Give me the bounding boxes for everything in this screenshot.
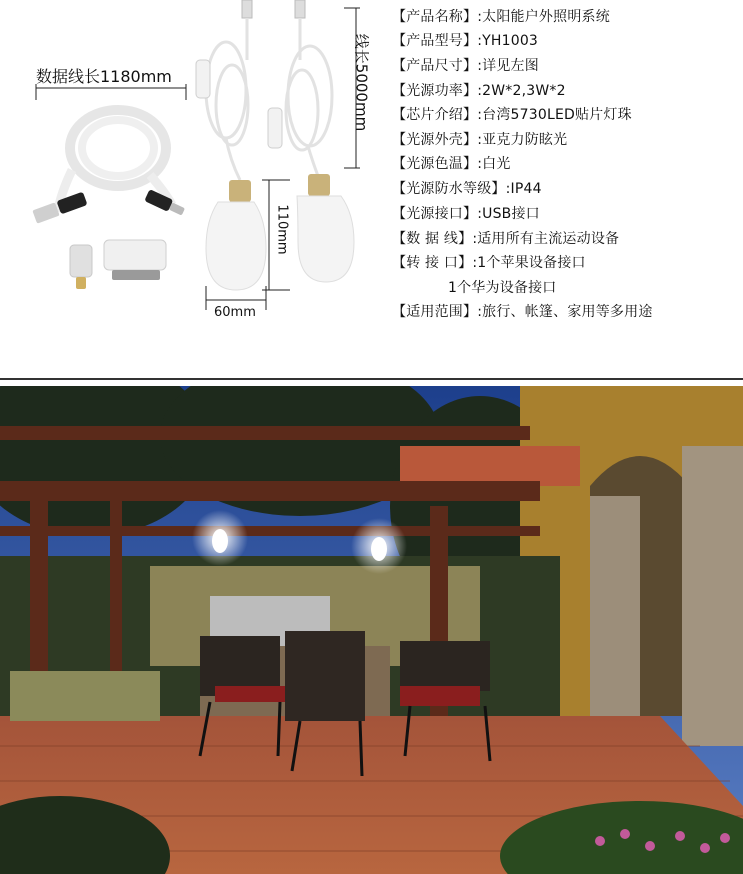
spec-value: :旅行、帐篷、家用等多用途 [477, 304, 653, 320]
spec-value: :USB接口 [477, 206, 540, 222]
patio-photo [0, 386, 743, 874]
spec-key: 【数 据 线】 [392, 231, 473, 247]
spec-value: :亚克力防眩光 [477, 132, 568, 148]
spec-key: 【芯片介绍】 [392, 107, 478, 123]
spec-value: :2W*2,3W*2 [477, 83, 566, 99]
hanging-light-right [351, 518, 407, 574]
spec-key: 【光源外壳】 [392, 132, 478, 148]
hanging-light-left [192, 510, 248, 566]
bulb-cable-left [206, 18, 248, 180]
spec-key: 【光源防水等级】 [392, 181, 506, 197]
bulb-width-label: 60mm [214, 305, 256, 320]
30pin-adapter-icon [104, 240, 166, 280]
column-right [682, 446, 743, 746]
spec-key: 【光源接口】 [392, 206, 478, 222]
spec-key: 【光源功率】 [392, 83, 478, 99]
spec-row [392, 80, 566, 100]
spec-value: :1个苹果设备接口 [472, 255, 586, 271]
spec-row [392, 203, 540, 223]
spec-key: 【产品尺寸】 [392, 58, 478, 74]
spec-row [392, 104, 632, 124]
bulb-height-label: 110mm [274, 204, 290, 255]
spec-row [392, 129, 567, 149]
spec-row [392, 153, 511, 173]
spec-key: 【适用范围】 [392, 304, 478, 320]
spec-value: :台湾5730LED贴片灯珠 [477, 107, 632, 123]
product-diagram [0, 0, 390, 370]
bulb-cable-right [286, 18, 332, 176]
spec-row [392, 6, 610, 26]
spec-row [448, 277, 557, 297]
spec-value: :IP44 [505, 181, 542, 197]
lightning-adapter-icon [70, 245, 92, 289]
switch-left [196, 60, 210, 98]
bulb-right-icon [297, 174, 354, 282]
product-spec-section [0, 0, 743, 378]
spec-value: :白光 [477, 156, 511, 172]
flat-cable-icon [32, 110, 185, 224]
switch-right [268, 108, 282, 148]
spec-row [392, 30, 538, 50]
spec-value: :详见左图 [477, 58, 539, 74]
spec-key: 【光源色温】 [392, 156, 478, 172]
spec-value: :太阳能户外照明系统 [477, 9, 610, 25]
spec-value: 1个华为设备接口 [448, 280, 557, 296]
cable-length-label: 数据线长1180mm [36, 67, 172, 86]
spec-key: 【产品型号】 [392, 33, 478, 49]
spec-value: :适用所有主流运动设备 [472, 231, 620, 247]
spec-row [392, 55, 539, 75]
spec-value: :YH1003 [477, 33, 539, 49]
spec-row [392, 228, 619, 248]
spec-key: 【转 接 口】 [392, 255, 473, 271]
line-length-label: 线长5000mm [352, 33, 371, 132]
section-divider [0, 378, 743, 380]
spec-key: 【产品名称】 [392, 9, 478, 25]
spec-row [392, 252, 586, 272]
bulb-left-icon [206, 180, 266, 290]
spec-row [392, 178, 542, 198]
column-left [590, 496, 640, 726]
spec-row [392, 301, 653, 321]
